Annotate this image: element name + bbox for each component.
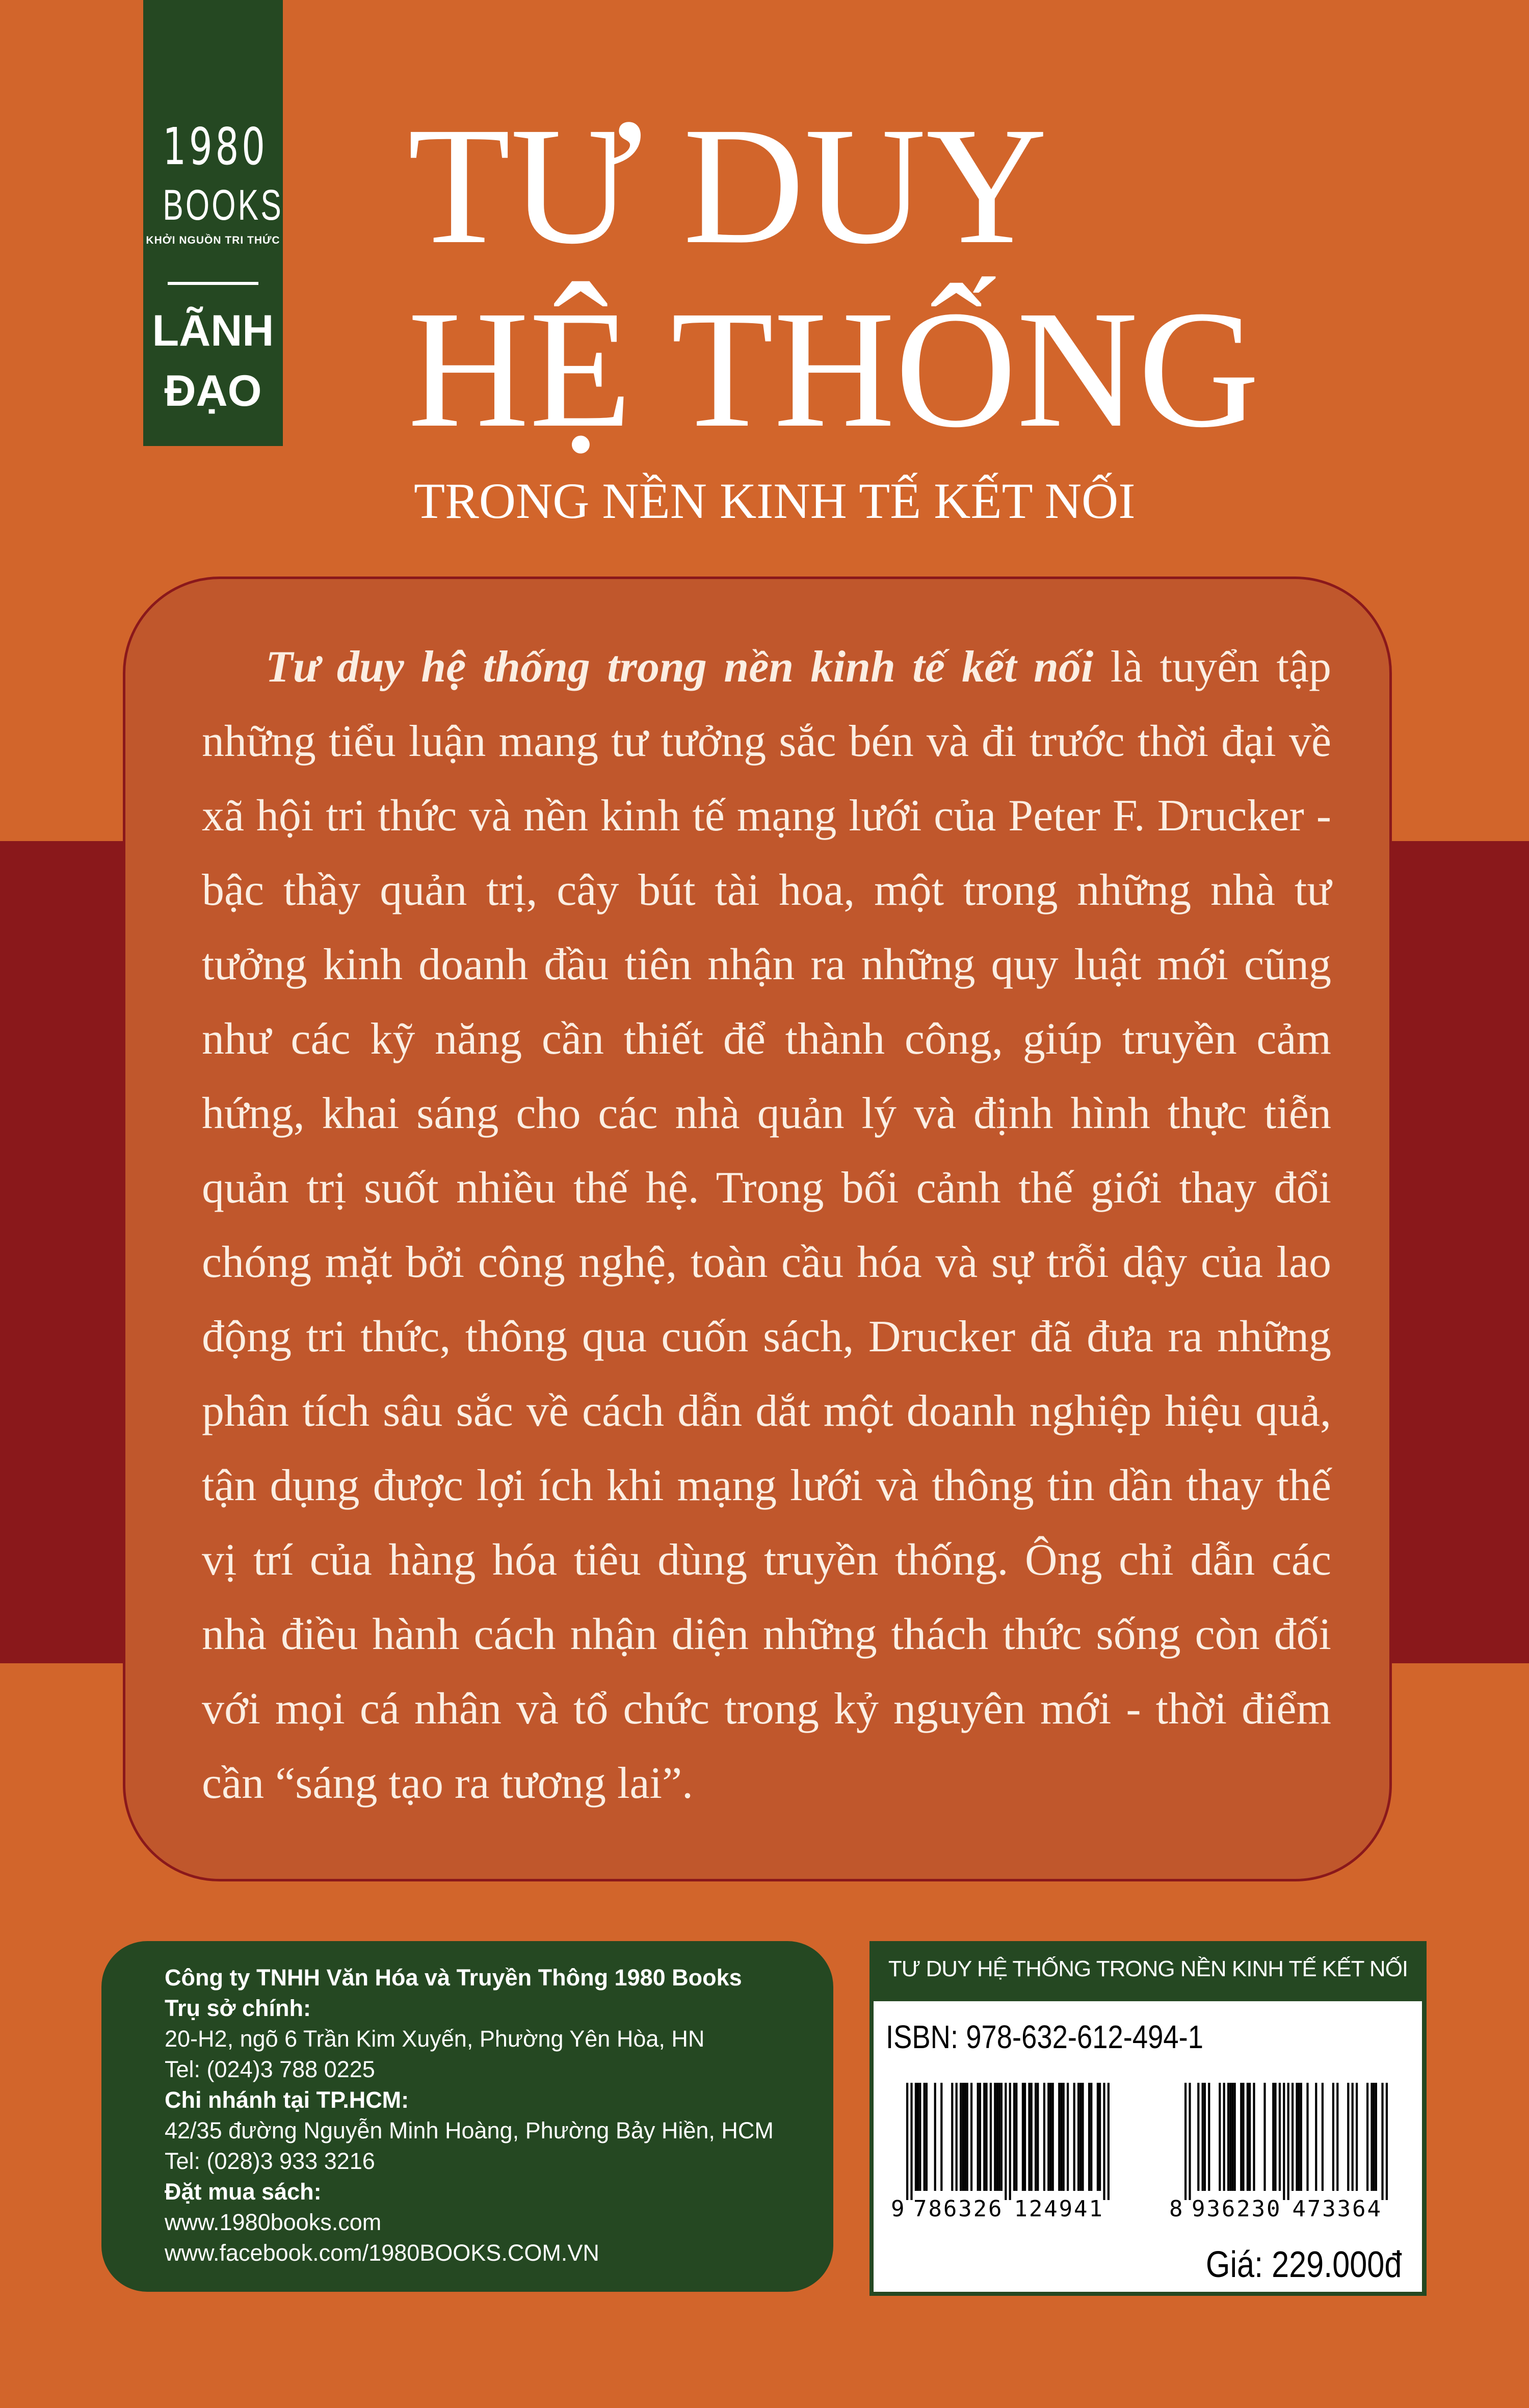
barcode-bar bbox=[966, 2083, 968, 2191]
isbn-barcode bbox=[886, 2083, 1141, 2236]
barcode-bar bbox=[1352, 2083, 1354, 2191]
barcode-bar bbox=[1231, 2083, 1233, 2191]
barcode-bar bbox=[934, 2083, 936, 2191]
barcode-bar bbox=[924, 2083, 926, 2191]
barcode-bar bbox=[1234, 2083, 1236, 2191]
order-label: Đặt mua sách: bbox=[165, 2179, 322, 2205]
barcode-bar bbox=[1240, 2083, 1242, 2191]
barcode-digit: 9 bbox=[891, 2196, 905, 2222]
barcode-bar bbox=[1223, 2083, 1225, 2191]
barcode-bar bbox=[1060, 2083, 1062, 2191]
barcode-bar bbox=[1291, 2083, 1294, 2191]
barcode-digit: 6 bbox=[943, 2196, 957, 2222]
barcode-bar bbox=[1272, 2083, 1274, 2191]
barcode-bar bbox=[1031, 2083, 1033, 2191]
barcode-digit: 1 bbox=[1089, 2196, 1102, 2222]
facebook-link[interactable]: www.facebook.com/1980BOOKS.COM.VN bbox=[165, 2240, 599, 2266]
barcode-digit: 4 bbox=[1074, 2196, 1088, 2222]
publisher-info bbox=[101, 1941, 833, 2292]
barcode-bar bbox=[1189, 2083, 1191, 2200]
barcode-bar bbox=[1204, 2083, 1206, 2191]
barcode-digit: 3 bbox=[1337, 2196, 1351, 2222]
barcode-bar bbox=[1049, 2083, 1051, 2191]
barcode-bar bbox=[1287, 2083, 1289, 2200]
category-line-1: LÃNH bbox=[152, 306, 274, 355]
barcode-bar bbox=[910, 2083, 912, 2200]
barcode-bar bbox=[1079, 2083, 1082, 2191]
barcode-digit: 3 bbox=[958, 2196, 972, 2222]
logo-books: BOOKS bbox=[163, 181, 284, 229]
barcode-bar bbox=[1005, 2083, 1007, 2200]
barcode-header: TƯ DUY HỆ THỐNG TRONG NỀN KINH TẾ KẾT NỐI bbox=[888, 1956, 1408, 1981]
barcode-bar bbox=[1306, 2083, 1308, 2191]
barcode-digit: 4 bbox=[1292, 2196, 1306, 2222]
barcode-bar bbox=[1184, 2083, 1187, 2200]
barcode-bar bbox=[1047, 2083, 1049, 2191]
barcode-bar bbox=[1249, 2083, 1251, 2191]
barcode-bar bbox=[985, 2083, 987, 2191]
barcode-digit: 7 bbox=[913, 2196, 927, 2222]
barcode-bar bbox=[983, 2083, 985, 2191]
barcode-panel bbox=[874, 2001, 1422, 2292]
barcode-bar bbox=[1229, 2083, 1231, 2191]
logo-number: 1980 bbox=[163, 117, 268, 176]
barcode-bar bbox=[1028, 2083, 1030, 2191]
barcode-bar bbox=[1298, 2083, 1300, 2191]
barcode-digit: 6 bbox=[1221, 2196, 1235, 2222]
barcode-bar bbox=[996, 2083, 998, 2191]
publisher-company: Công ty TNHH Văn Hóa và Truyền Thông 1980 Books bbox=[165, 1965, 742, 1991]
category-label bbox=[143, 301, 283, 421]
barcode-bar bbox=[977, 2083, 979, 2191]
barcode-bar bbox=[979, 2083, 981, 2191]
barcode-bar bbox=[1063, 2083, 1065, 2191]
barcode-digit: 3 bbox=[1322, 2196, 1336, 2222]
barcode-bar bbox=[1283, 2083, 1285, 2200]
hq-address: 20-H2, ngõ 6 Trần Kim Xuyến, Phường Yên Hòa, HN bbox=[165, 2026, 705, 2052]
barcode-bar bbox=[1386, 2083, 1388, 2200]
barcode-bar bbox=[1356, 2083, 1358, 2191]
barcode-bar bbox=[1370, 2083, 1373, 2191]
description-lead: Tư duy hệ thống trong nền kinh tế kết nối bbox=[266, 642, 1094, 692]
barcode-bar bbox=[1035, 2083, 1037, 2191]
barcode-bar bbox=[1009, 2083, 1011, 2200]
hq-label: Trụ sở chính: bbox=[165, 1995, 311, 2021]
barcode-digit: 7 bbox=[1307, 2196, 1321, 2222]
description-panel bbox=[123, 577, 1392, 1881]
book-title bbox=[408, 93, 1260, 462]
hq-tel: Tel: (024)3 788 0225 bbox=[165, 2056, 375, 2082]
barcode-digit: 2 bbox=[1029, 2196, 1043, 2222]
branch-tel: Tel: (028)3 933 3216 bbox=[165, 2148, 375, 2174]
barcode-bar bbox=[915, 2083, 917, 2191]
barcode-bar bbox=[917, 2083, 919, 2191]
barcode-bar bbox=[1366, 2083, 1368, 2191]
publisher-logo-block bbox=[143, 0, 283, 446]
barcode-digit: 6 bbox=[1352, 2196, 1366, 2222]
barcode-digit: 8 bbox=[928, 2196, 942, 2222]
barcode-digit: 4 bbox=[1044, 2196, 1058, 2222]
barcode-bar bbox=[998, 2083, 1000, 2191]
barcode-bar bbox=[1197, 2083, 1199, 2191]
barcode-bar bbox=[1052, 2083, 1054, 2191]
barcode-bar bbox=[1296, 2083, 1298, 2191]
ean-barcode bbox=[1164, 2083, 1409, 2236]
barcode-bar bbox=[970, 2083, 972, 2191]
barcode-bar bbox=[1067, 2083, 1069, 2191]
barcode-digit: 8 bbox=[1169, 2196, 1183, 2222]
barcode-bar bbox=[1077, 2083, 1079, 2191]
barcode-bar bbox=[906, 2083, 908, 2200]
barcode-bar bbox=[1332, 2083, 1334, 2191]
barcode-bar bbox=[1227, 2083, 1229, 2191]
barcode-bar bbox=[1375, 2083, 1377, 2191]
barcode-bar bbox=[1108, 2083, 1110, 2200]
barcode-bar bbox=[1202, 2083, 1204, 2191]
barcode-bar bbox=[1015, 2083, 1017, 2191]
barcode-bar bbox=[919, 2083, 921, 2191]
barcode-digit: 4 bbox=[1367, 2196, 1381, 2222]
barcode-bar bbox=[1082, 2083, 1084, 2191]
barcode-bar bbox=[1347, 2083, 1349, 2191]
barcode-bar bbox=[1000, 2083, 1003, 2191]
barcode-bar bbox=[1088, 2083, 1090, 2191]
title-line-2: HỆ THỐNG bbox=[408, 276, 1260, 462]
barcode-digit: 1 bbox=[1014, 2196, 1027, 2222]
barcode-bar bbox=[1279, 2083, 1281, 2191]
barcode-bar bbox=[1073, 2083, 1075, 2191]
barcode-bar bbox=[994, 2083, 996, 2191]
barcode-bar bbox=[964, 2083, 966, 2191]
barcode-bar bbox=[1099, 2083, 1101, 2191]
barcode-bar bbox=[990, 2083, 992, 2191]
category-line-2: ĐẠO bbox=[164, 367, 262, 415]
barcode-digit: 9 bbox=[1059, 2196, 1073, 2222]
barcode-bar bbox=[1022, 2083, 1024, 2191]
price-label: Giá: 229.000đ bbox=[1205, 2244, 1402, 2285]
barcode-box bbox=[869, 1941, 1427, 2296]
barcode-bar bbox=[1219, 2083, 1221, 2191]
barcode-bar bbox=[1315, 2083, 1317, 2191]
barcode-bar bbox=[960, 2083, 962, 2191]
barcode-bar bbox=[1103, 2083, 1105, 2200]
barcode-bar bbox=[962, 2083, 964, 2191]
barcode-bar bbox=[1097, 2083, 1099, 2191]
logo-divider bbox=[168, 282, 258, 285]
barcode-bar bbox=[1381, 2083, 1383, 2200]
barcode-bar bbox=[1043, 2083, 1045, 2191]
barcode-bar bbox=[1013, 2083, 1015, 2191]
isbn-text: ISBN: 978-632-612-494-1 bbox=[886, 2019, 1203, 2055]
barcode-digit: 3 bbox=[1206, 2196, 1220, 2222]
book-subtitle: TRONG NỀN KINH TẾ KẾT NỐI bbox=[414, 473, 1136, 529]
barcode-digit: 9 bbox=[1192, 2196, 1205, 2222]
branch-address: 42/35 đường Nguyễn Minh Hoàng, Phường Bảy Hiền, HCM bbox=[165, 2117, 774, 2143]
branch-label: Chi nhánh tại TP.HCM: bbox=[165, 2087, 409, 2113]
barcode-bar bbox=[940, 2083, 942, 2191]
barcode-digit: 2 bbox=[973, 2196, 987, 2222]
barcode-bar bbox=[1263, 2083, 1266, 2191]
barcode-bar bbox=[1208, 2083, 1210, 2191]
barcode-bar bbox=[1274, 2083, 1276, 2191]
description-body: là tuyển tập những tiểu luận mang tư tưởng sắc bén và đi trước thời đại về xã hội tri thức và nền kinh tế mạng lưới của Peter F. Drucker - bậc thầy quản trị, cây bút tài hoa, một trong những nhà tư tưởng kinh doanh đầu tiên nhận ra những quy luật mới cũng như các kỹ năng cần thiết để thành công, giúp truyền cảm hứng, khai sáng cho các nhà quản lý và định hình thực tiễn quản trị suốt nhiều thế hệ. Trong bối cảnh thế giới thay đổi chóng mặt bởi công nghệ, toàn cầu hóa và sự trỗi dậy của lao động tri thức, thông qua cuốn sách, Drucker đã đưa ra những phân tích sâu sắc về cách dẫn dắt một doanh nghiệp hiệu quả, tận dụng được lợi ích khi mạng lưới và thông tin dần thay thế vị trí của hàng hóa tiêu dùng truyền thống. Ông chỉ dẫn các nhà điều hành cách nhận diện những thách thức sống còn đối với mọi cá nhân và tổ chức trong kỷ nguyên mới - thời điểm cần “sáng tạo ra tương lai”. bbox=[202, 642, 1332, 1808]
barcode-digit: 6 bbox=[988, 2196, 1002, 2222]
website-link[interactable]: www.1980books.com bbox=[165, 2209, 382, 2235]
barcode-bar bbox=[1090, 2083, 1092, 2191]
barcode-bar bbox=[1247, 2083, 1249, 2191]
barcode-bar bbox=[951, 2083, 953, 2191]
logo-tagline: KHỞI NGUỒN TRI THỨC bbox=[146, 234, 280, 246]
barcode-bar bbox=[956, 2083, 958, 2191]
barcode-bar bbox=[1336, 2083, 1338, 2191]
barcode-bar bbox=[1253, 2083, 1255, 2191]
barcode-bar bbox=[1037, 2083, 1039, 2191]
barcode-bar bbox=[1322, 2083, 1324, 2191]
barcode-bar bbox=[1024, 2083, 1026, 2191]
barcode-digit: 0 bbox=[1267, 2196, 1280, 2222]
title-line-1: TƯ DUY bbox=[408, 93, 1048, 279]
barcode-bar bbox=[1373, 2083, 1375, 2191]
barcode-digit: 3 bbox=[1251, 2196, 1266, 2222]
barcode-bar bbox=[926, 2083, 928, 2191]
barcode-bar bbox=[1058, 2083, 1060, 2191]
barcode-digit: 2 bbox=[1236, 2196, 1250, 2222]
barcode-bar bbox=[1300, 2083, 1302, 2191]
barcode-bar bbox=[1242, 2083, 1244, 2191]
description-text bbox=[202, 630, 1331, 1821]
